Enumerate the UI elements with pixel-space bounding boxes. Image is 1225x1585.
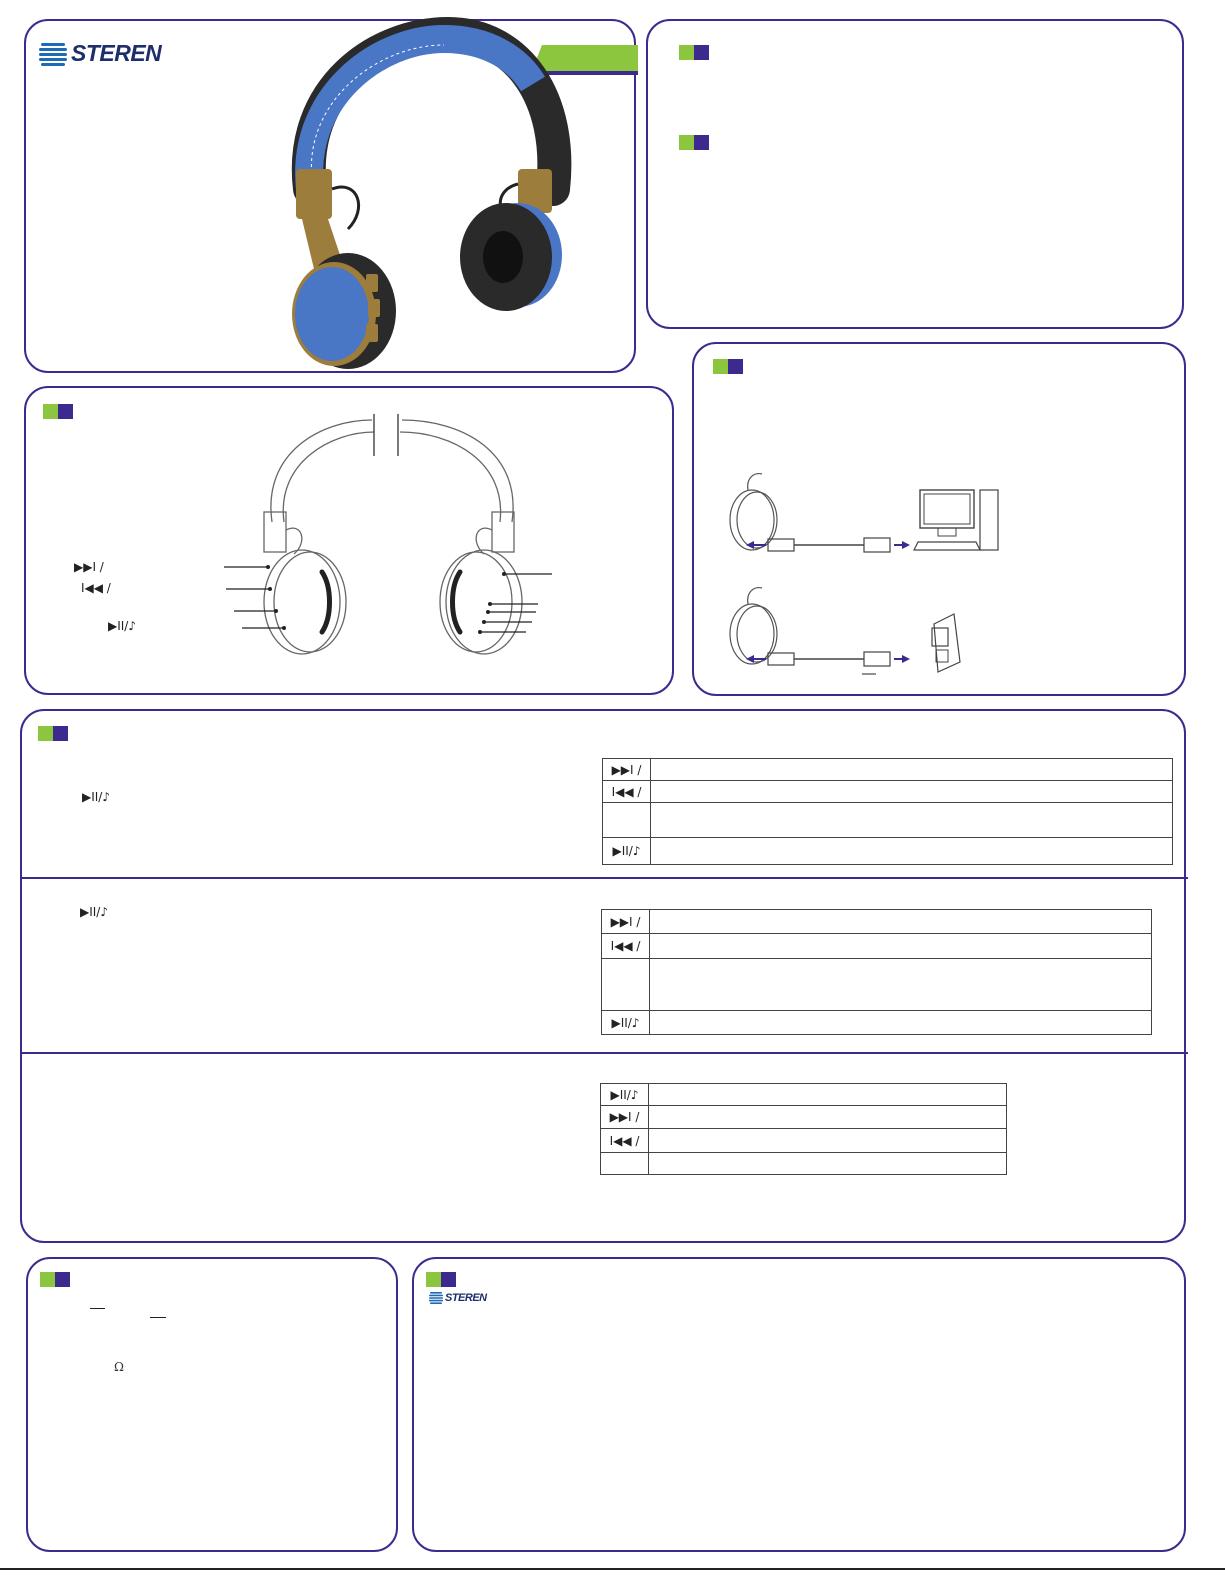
play-pause-call-icon: ▶II/♪ bbox=[602, 1011, 650, 1035]
table-cell bbox=[650, 910, 1152, 934]
controls-diagram-panel bbox=[24, 386, 674, 695]
section-marker bbox=[679, 135, 709, 150]
section-marker bbox=[713, 359, 743, 374]
play-pause-call-icon: ▶II/♪ bbox=[82, 790, 111, 804]
table-cell bbox=[650, 959, 1152, 1011]
charging-pc-diagram bbox=[724, 470, 1014, 550]
play-pause-call-icon: ▶II/♪ bbox=[80, 905, 109, 919]
play-pause-call-icon: ▶II/♪ bbox=[603, 838, 651, 865]
warranty-panel bbox=[412, 1257, 1186, 1552]
table-cell bbox=[649, 1153, 1007, 1175]
play-pause-call-icon: ▶II/♪ bbox=[108, 619, 137, 633]
intro-panel bbox=[646, 19, 1184, 329]
section-divider bbox=[22, 1052, 1188, 1054]
table-row bbox=[601, 1084, 1007, 1106]
headphones-outline-diagram bbox=[222, 412, 562, 652]
table-cell bbox=[651, 838, 1173, 865]
brand-name: STEREN bbox=[445, 1291, 487, 1304]
table-row bbox=[603, 781, 1173, 803]
brand-name: STEREN bbox=[71, 40, 162, 66]
next-track-icon: ▶▶I / bbox=[603, 759, 651, 781]
table-cell bbox=[649, 1084, 1007, 1106]
spec-underline bbox=[90, 1308, 105, 1309]
table-cell bbox=[651, 781, 1173, 803]
next-track-icon: ▶▶I / bbox=[74, 560, 104, 574]
table-cell bbox=[650, 1011, 1152, 1035]
table-row bbox=[603, 759, 1173, 781]
section-divider bbox=[22, 877, 1188, 879]
table-row bbox=[602, 959, 1152, 1011]
section-marker bbox=[426, 1272, 456, 1287]
previous-track-icon: I◀◀ / bbox=[603, 781, 651, 803]
logo-stripes-icon bbox=[39, 41, 67, 67]
section-marker bbox=[679, 45, 709, 60]
previous-track-icon: I◀◀ / bbox=[81, 581, 111, 595]
table-cell bbox=[649, 1106, 1007, 1129]
controls-table-music bbox=[602, 758, 1173, 865]
brand-logo bbox=[39, 40, 161, 67]
specifications-panel bbox=[26, 1257, 398, 1552]
table-cell bbox=[603, 803, 651, 838]
section-marker bbox=[43, 404, 73, 419]
table-cell bbox=[651, 759, 1173, 781]
table-row bbox=[602, 934, 1152, 959]
table-row bbox=[603, 803, 1173, 838]
table-cell bbox=[649, 1129, 1007, 1153]
charging-panel bbox=[692, 342, 1186, 696]
table-row bbox=[601, 1106, 1007, 1129]
section-marker bbox=[38, 726, 68, 741]
table-cell bbox=[601, 1153, 649, 1175]
section-marker bbox=[40, 1272, 70, 1287]
table-row bbox=[602, 910, 1152, 934]
table-cell bbox=[650, 934, 1152, 959]
logo-stripes-icon bbox=[429, 1291, 443, 1304]
controls-table-radio bbox=[600, 1083, 1007, 1175]
next-track-icon: ▶▶I / bbox=[601, 1106, 649, 1129]
controls-table-calls bbox=[601, 909, 1152, 1035]
spec-underline bbox=[150, 1317, 166, 1318]
charging-adapter-diagram bbox=[724, 584, 1014, 674]
table-cell bbox=[602, 959, 650, 1011]
table-row bbox=[601, 1153, 1007, 1175]
table-row bbox=[602, 1011, 1152, 1035]
table-row bbox=[601, 1129, 1007, 1153]
previous-track-icon: I◀◀ / bbox=[602, 934, 650, 959]
headphones-product-illustration bbox=[288, 29, 588, 369]
ohm-symbol: Ω bbox=[114, 1360, 124, 1374]
previous-track-icon: I◀◀ / bbox=[601, 1129, 649, 1153]
cover-panel bbox=[24, 19, 636, 373]
page-bottom-rule bbox=[0, 1568, 1225, 1570]
table-cell bbox=[651, 803, 1173, 838]
table-row bbox=[603, 838, 1173, 865]
brand-logo-small bbox=[429, 1291, 487, 1304]
next-track-icon: ▶▶I / bbox=[602, 910, 650, 934]
play-pause-call-icon: ▶II/♪ bbox=[601, 1084, 649, 1106]
